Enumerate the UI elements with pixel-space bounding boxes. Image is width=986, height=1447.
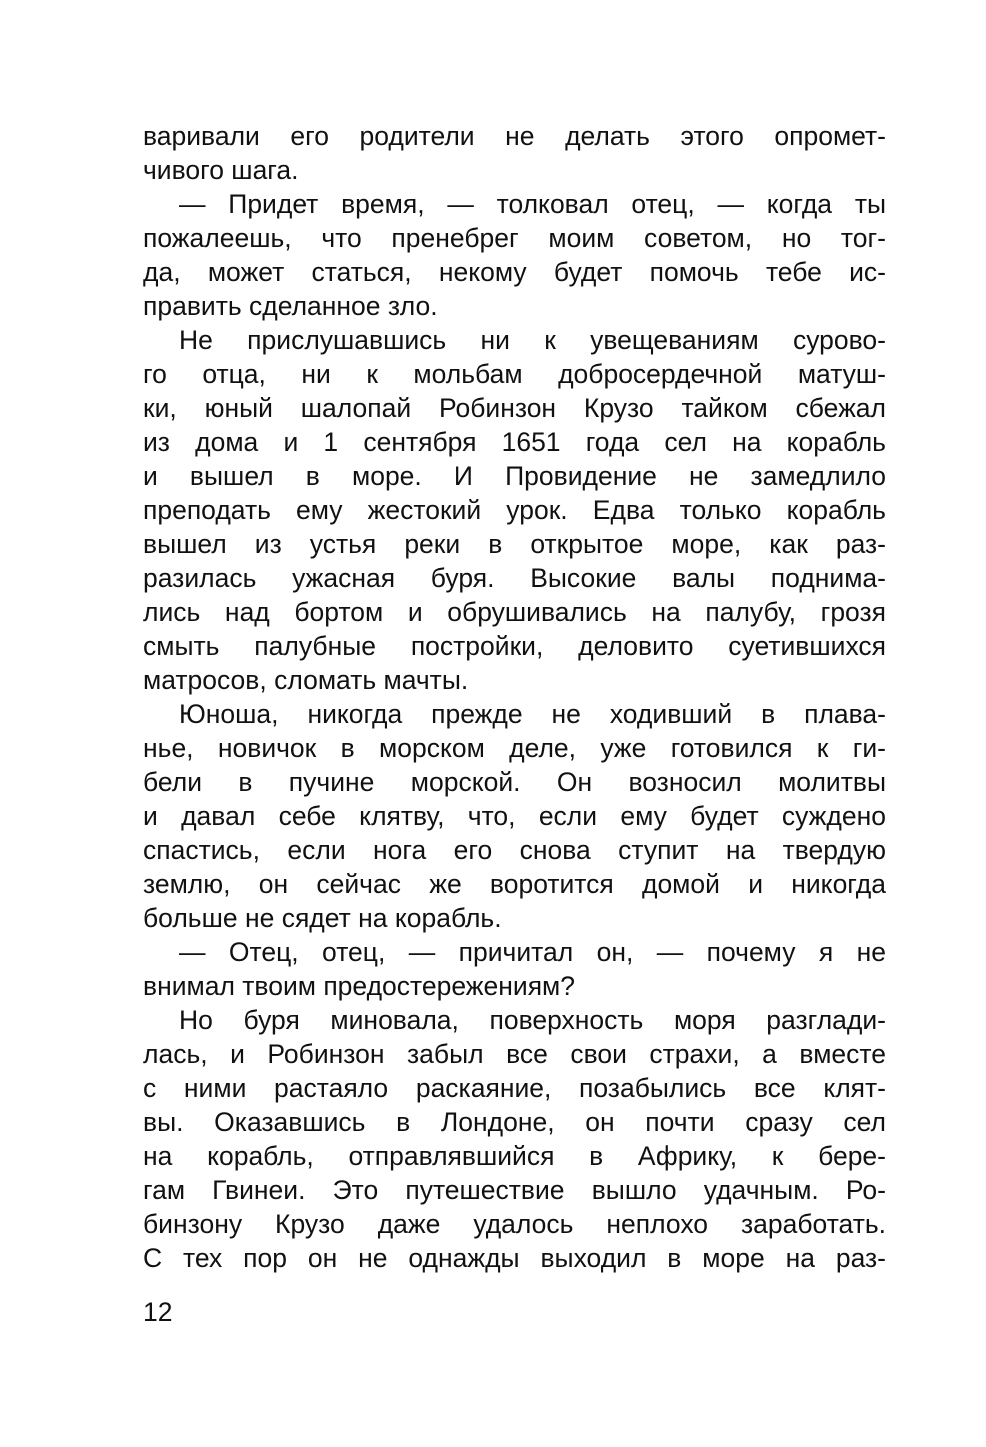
text-line: лись над бортом и обрушивались на палубу, грозя (143, 597, 886, 627)
text-line: чивого шага. (143, 155, 299, 185)
body-text (143, 119, 886, 1275)
text-line: Юноша, никогда прежде не ходивший в плава- (179, 699, 886, 729)
text-line: из дома и 1 сентября 1651 года сел на корабль (143, 427, 886, 457)
text-line: бели в пучине морской. Он возносил молитвы (143, 767, 886, 797)
text-line: пожалеешь, что пренебрег моим советом, но тог- (143, 223, 886, 253)
text-line: преподать ему жестокий урок. Едва только корабль (143, 495, 886, 525)
text-line: на корабль, отправлявшийся в Африку, к бере- (143, 1141, 886, 1171)
text-line: го отца, ни к мольбам добросердечной матуш- (143, 359, 886, 389)
text-line: варивали его родители не делать этого опромет- (143, 121, 886, 151)
text-line: править сделанное зло. (143, 291, 438, 321)
text-line: с ними растаяло раскаяние, позабылись все клят- (143, 1073, 886, 1103)
text-line: Но буря миновала, поверхность моря разглади- (179, 1005, 886, 1035)
text-line: внимал твоим предостережениям? (143, 971, 575, 1001)
text-line: гам Гвинеи. Это путешествие вышло удачным. Ро- (143, 1175, 886, 1205)
text-line: больше не сядет на корабль. (143, 903, 502, 933)
text-line: разилась ужасная буря. Высокие валы поднима- (143, 563, 886, 593)
text-line: С тех пор он не однажды выходил в море на раз- (143, 1243, 886, 1273)
text-line: Не прислушавшись ни к увещеваниям сурово- (179, 325, 886, 355)
text-line: землю, он сейчас же воротится домой и никогда (143, 869, 886, 899)
text-line: вы. Оказавшись в Лондоне, он почти сразу сел (143, 1107, 886, 1137)
text-line: вышел из устья реки в открытое море, как раз- (143, 529, 886, 559)
text-line: смыть палубные постройки, деловито суетившихся (143, 631, 886, 661)
text-line: спастись, если нога его снова ступит на твердую (143, 835, 886, 865)
text-line: ки, юный шалопай Робинзон Крузо тайком сбежал (143, 393, 886, 423)
text-line: бинзону Крузо даже удалось неплохо заработать. (143, 1209, 886, 1239)
text-line: матросов, сломать мачты. (143, 665, 469, 695)
text-line: да, может статься, некому будет помочь тебе ис- (143, 257, 886, 287)
page-number: 12 (143, 1297, 173, 1327)
text-line: и давал себе клятву, что, если ему будет суждено (143, 801, 886, 831)
text-line: нье, новичок в морском деле, уже готовился к ги- (143, 733, 886, 763)
text-line: и вышел в море. И Провидение не замедлило (143, 461, 886, 491)
text-line: лась, и Робинзон забыл все свои страхи, а вместе (143, 1039, 886, 1069)
text-line: — Отец, отец, — причитал он, — почему я не (179, 937, 886, 967)
text-line: — Придет время, — толковал отец, — когда ты (179, 189, 886, 219)
